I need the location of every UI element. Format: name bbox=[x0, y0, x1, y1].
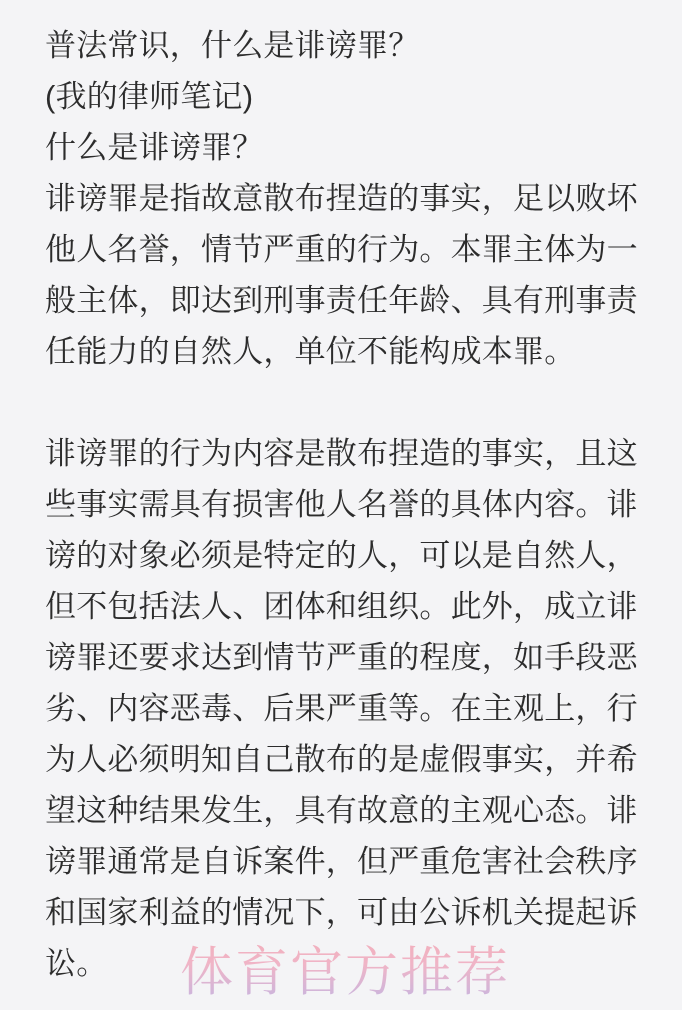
article-text bbox=[45, 20, 645, 989]
body-line: 谤罪通常是自诉案件，但严重危害社会秩序 bbox=[45, 844, 638, 879]
body-line: 任能力的自然人，单位不能构成本罪。 bbox=[45, 334, 576, 369]
body-line: 般主体，即达到刑事责任年龄、具有刑事责 bbox=[45, 283, 638, 318]
paragraph-gap bbox=[45, 377, 645, 428]
body-line: 讼。 bbox=[45, 946, 108, 981]
subtitle-line: (我的律师笔记) bbox=[45, 79, 254, 114]
body-line: 和国家利益的情况下，可由公诉机关提起诉 bbox=[45, 895, 638, 930]
body-line: 谤的对象必须是特定的人，可以是自然人， bbox=[45, 538, 638, 573]
body-line: 谤罪还要求达到情节严重的程度，如手段恶 bbox=[45, 640, 638, 675]
body-line: 劣、内容恶毒、后果严重等。在主观上，行 bbox=[45, 691, 638, 726]
body-line: 但不包括法人、团体和组织。此外，成立诽 bbox=[45, 589, 638, 624]
body-line: 为人必须明知自己散布的是虚假事实，并希 bbox=[45, 742, 638, 777]
heading-line: 什么是诽谤罪？ bbox=[45, 130, 264, 165]
body-line: 诽谤罪是指故意散布捏造的事实，足以败坏 bbox=[45, 181, 638, 216]
body-line: 他人名誉，情节严重的行为。本罪主体为一 bbox=[45, 232, 638, 267]
body-line: 诽谤罪的行为内容是散布捏造的事实，且这 bbox=[45, 436, 638, 471]
body-line: 望这种结果发生，具有故意的主观心态。诽 bbox=[45, 793, 638, 828]
body-line: 些事实需具有损害他人名誉的具体内容。诽 bbox=[45, 487, 638, 522]
title-line: 普法常识，什么是诽谤罪？ bbox=[45, 28, 420, 63]
watermark-text: 体育官方推荐 bbox=[180, 930, 510, 1006]
